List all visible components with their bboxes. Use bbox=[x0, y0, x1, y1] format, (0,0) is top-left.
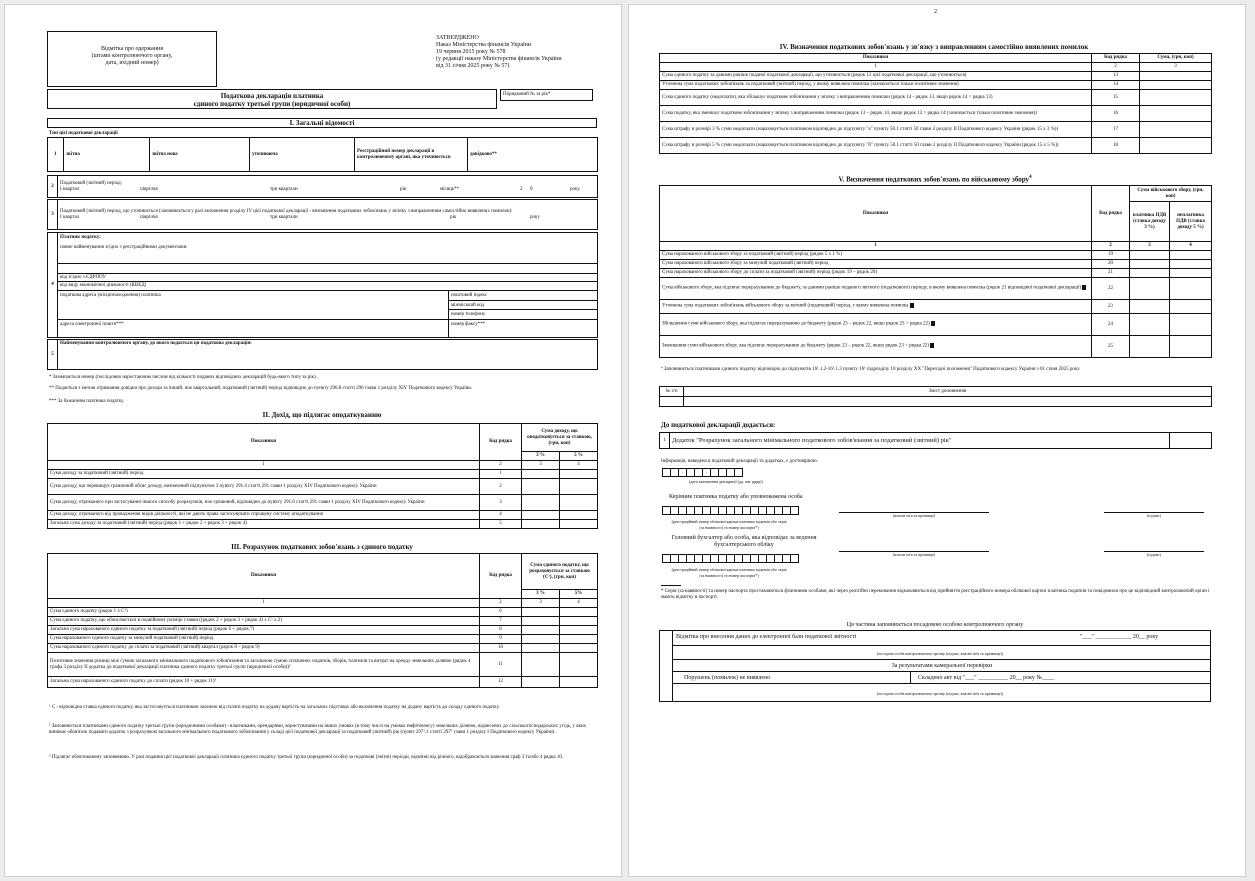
value-cell[interactable] bbox=[560, 635, 598, 644]
declaration-type-label: Тип цієї податкової декларації bbox=[49, 131, 118, 136]
value-cell[interactable] bbox=[1170, 300, 1212, 314]
row-label: Сума доходу, отриманого при застосуванні іншого способу розрахунків, ніж грошовий, відповідно до пункту 291.6 статті 291 глави 1 розділу XIV Податкового кодексу України bbox=[48, 495, 480, 511]
row-code: 1 bbox=[480, 470, 522, 479]
section-4-title: IV. Визначення податкових зобов'язань у зв'язку з виправленням самостійно виявлених помилок bbox=[779, 43, 1089, 51]
reg-caption: (реєстраційний номер облікової картки платника податків або серія (за наявності) та номер паспорта*) bbox=[671, 519, 787, 530]
section-2-title: II. Дохід, що підлягає оподаткуванню bbox=[262, 411, 382, 419]
divider bbox=[672, 659, 1210, 660]
row-code: 20 bbox=[1092, 260, 1130, 269]
row-code: 23 bbox=[1092, 300, 1130, 314]
col-header: 5% bbox=[560, 590, 598, 599]
row-label-cell bbox=[660, 300, 1092, 314]
table-row bbox=[48, 511, 598, 520]
value-cell[interactable] bbox=[1170, 278, 1212, 300]
col-number: 1 bbox=[660, 63, 1092, 72]
value-cell[interactable] bbox=[560, 644, 598, 653]
col-number: 3 bbox=[522, 599, 560, 608]
col-number: 4 bbox=[560, 599, 598, 608]
value-cell[interactable] bbox=[560, 626, 598, 635]
title-box bbox=[47, 89, 497, 109]
name-caption: (власне ім'я та прізвище) bbox=[892, 513, 936, 518]
value-cell[interactable] bbox=[522, 495, 560, 511]
table-row bbox=[660, 90, 1212, 106]
footnote: * Зазначається номер (послідовно наростаючим числом від кількості поданих відповідних декларацій будь-якого типу за рік). bbox=[49, 375, 317, 380]
form-title: Податкова декларація платника bbox=[220, 92, 324, 100]
row-label: Сума штрафу в розмірі 5 % суми недоплати (нараховується платником відповідно до підпункту "б" пункту 50.1 статті 50 глави 2 розділу II Податкового кодексу України (рядок 15 х 5 %)) bbox=[660, 138, 1092, 154]
fax-label: номер факсу*** bbox=[451, 322, 486, 327]
footnote: ² Заповнюється платниками єдиного податку третьої групи (юридичними особами) - власниками, орендарями, користувачами на інших умовах (в тому числі на умовах емфітевзису) земельних ділянок, віднесених до сільськогосподарських угідь, у яких виникає обов'язок подавати додаток з розрахунком загального мінімального податкового зобов'язання у складі цієї податкової декларації за податковий (звітний) рік (пункт 297¹.1 статті 297¹ глави 1 розділу I Податкового кодексу України). bbox=[49, 724, 587, 735]
period-label: Податковий (звітний) період: bbox=[60, 180, 123, 186]
cperiod-half-year[interactable]: півріччя bbox=[140, 214, 158, 220]
col-header: Код рядка bbox=[480, 554, 522, 599]
divider bbox=[448, 300, 597, 301]
col-header: 3 % bbox=[522, 452, 560, 461]
attachment-check[interactable] bbox=[1170, 433, 1212, 449]
footnote-marker bbox=[1082, 285, 1086, 290]
footnote-rule bbox=[661, 585, 681, 586]
row-label: Сума нарахованого єдиного податку за минулий податковий (звітний) період bbox=[48, 635, 480, 644]
col-header: Зміст доповнення bbox=[684, 387, 1212, 397]
act-drawn-label[interactable]: Складено акт від "___" __________ 20__ року №____ bbox=[918, 675, 1055, 681]
col-header: Сума військового збору, (грн, коп) bbox=[1130, 186, 1212, 202]
type-reporting[interactable]: звітна bbox=[64, 138, 150, 172]
table-row bbox=[48, 626, 598, 635]
row-label: Сума єдиного податку за даними раніше поданої податкової декларації, що уточнюється (рядок 12 цієї податкової декларації, що уточнюється) bbox=[660, 72, 1092, 81]
col-number: 2 bbox=[480, 461, 522, 470]
row-code: 2 bbox=[480, 479, 522, 495]
acc-reg-cells[interactable] bbox=[663, 554, 799, 563]
clarified-period-table: 3 Податковий (звітний) період, що уточнюється (заповнюється у разі заповнення розділу IV цієї податкової декларації - визначення податкових зобов'язань у зв'язку з виправленням самостійно виявлених помилок): I квартал півріччя три квартали рік року bbox=[47, 199, 598, 230]
row-code: 21 bbox=[1092, 269, 1130, 278]
row-code: 10 bbox=[480, 644, 522, 653]
table-row bbox=[48, 677, 598, 688]
col-number: 1 bbox=[48, 461, 480, 470]
value-cell[interactable] bbox=[522, 626, 560, 635]
value-cell[interactable] bbox=[560, 617, 598, 626]
row-code: 24 bbox=[1092, 314, 1130, 336]
row-label: Сума штрафу в розмірі 3 % суми недоплати (нараховується платником відповідно до підпункту "а" пункту 50.1 статті 50 глави 2 розділу II Податкового кодексу України (рядок 15 х 3 %)) bbox=[660, 122, 1092, 138]
row-label: Сума нарахованого військового збору до сплати за податковий (звітний) період (рядок 19 – рядок 20) bbox=[660, 269, 1092, 278]
row-code: 12 bbox=[480, 677, 522, 688]
row-code: 17 bbox=[1092, 122, 1140, 138]
value-cell[interactable] bbox=[1130, 336, 1170, 358]
footnote-marker bbox=[930, 343, 934, 348]
period-half-year[interactable]: півріччя bbox=[140, 186, 158, 192]
clarified-period-label: Податковий (звітний) період, що уточнюється (заповнюється у разі заповнення розділу IV цієї податкової декларації - визначення податкових зобов'язань у зв'язку з виправленням самостійно виявлених помилок): bbox=[60, 208, 513, 214]
divider bbox=[58, 290, 597, 291]
divider bbox=[672, 683, 1210, 684]
name-caption: (власне ім'я та прізвище) bbox=[892, 552, 936, 557]
row-code: 6 bbox=[480, 608, 522, 617]
period-nine-months[interactable]: три квартали bbox=[270, 186, 298, 192]
date-cells[interactable]: . . bbox=[663, 468, 743, 477]
row-label-cell bbox=[660, 314, 1092, 336]
control-section-box bbox=[659, 630, 1211, 702]
value-cell[interactable] bbox=[1170, 251, 1212, 260]
footnote: ** Подається з метою отримання довідки про доходи за інший, ніж квартальний, податковий (звітний) період відповідно до пункту 296.8 статті 296 глави 1 розділу XIV Податкового кодексу України. bbox=[49, 386, 473, 391]
value-cell[interactable] bbox=[1130, 300, 1170, 314]
col-header: Показники bbox=[660, 54, 1092, 63]
row-label: Сума єдиного податку (недоплати), яка збільшує податкове зобов'язання у зв'язку з виправленням помилки (рядок 14 - рядок 13, якщо рядок 14 > рядка 13) bbox=[660, 90, 1092, 106]
divider bbox=[58, 281, 597, 282]
no-violations-label[interactable]: Порушень (помилок) не виявлено bbox=[684, 675, 771, 681]
row-code: 15 bbox=[1092, 90, 1140, 106]
row-label-cell bbox=[660, 278, 1092, 300]
row-label: Сума доходу, отриманого від провадження видів діяльності, які не дають права застосовувати спрощену систему оподаткування bbox=[48, 511, 480, 520]
row-label: Загальна сума нарахованого єдиного податку за податковий (звітний) період (рядок 6 + рядок 7) bbox=[48, 626, 480, 635]
value-cell[interactable] bbox=[522, 479, 560, 495]
row-label: Позитивне значення різниці між сумою загального мінімального податкового зобов'язання та загальною сумою сплачених податків, зборів, платежів та витрат на оренду земельних ділянок (рядок 4 графа 3 розділу II додатка до податкової декларації платника єдиного податку третьої групи (юридичної особи))² bbox=[48, 653, 480, 677]
supplement-table bbox=[659, 386, 1212, 407]
value-cell[interactable] bbox=[560, 608, 598, 617]
table-row bbox=[660, 260, 1212, 269]
control-caption: (посадова особа контролюючого органу (підпис, власне ім'я та прізвище)) bbox=[876, 651, 1004, 656]
edrpou-label: код згідно з ЄДРПОУ bbox=[60, 275, 106, 280]
type-reg-number[interactable]: Реєстраційний номер декларації в контролюючому органі, яка уточнюється bbox=[355, 138, 468, 172]
control-entry-date[interactable]: "___" ____________ 20__ року bbox=[1080, 634, 1159, 640]
control-section-title: Ця частина заповнюється посадовою особою контролюючого органу bbox=[846, 622, 1024, 628]
value-cell[interactable] bbox=[1140, 90, 1212, 106]
kved-label: код виду економічної діяльності (КВЕД) bbox=[60, 283, 147, 288]
table-row bbox=[48, 520, 598, 529]
declaration-page-2 bbox=[628, 4, 1246, 877]
table-row bbox=[660, 122, 1212, 138]
approved-line: (у редакції наказу Міністерства фінансів України bbox=[436, 56, 562, 62]
footnote-marker bbox=[910, 303, 914, 308]
ordinal-number-field[interactable] bbox=[500, 89, 593, 101]
footnote-ref: 4 bbox=[1029, 175, 1032, 180]
reg-caption: (реєстраційний номер облікової картки платника податків або серія (за наявності) та номер паспорта*) bbox=[671, 567, 787, 578]
section-5-title-text: V. Визначення податкових зобов'язань по військовому збору bbox=[838, 175, 1030, 184]
col-header: 5 % bbox=[560, 452, 598, 461]
table-row bbox=[48, 653, 598, 677]
table-row bbox=[48, 495, 598, 511]
attachment-number: 1 bbox=[660, 433, 670, 449]
sign-caption: (підпис) bbox=[1146, 552, 1161, 557]
value-cell[interactable] bbox=[1140, 72, 1212, 81]
control-entry-label: Відмітка про внесення даних до електронної бази податкової звітності bbox=[676, 634, 857, 640]
row-code: 7 bbox=[480, 617, 522, 626]
col-header: Код рядка bbox=[1092, 54, 1140, 63]
col-header: Показники bbox=[48, 554, 480, 599]
col-header: неплатника ПДВ (ставка доходу 5 %) bbox=[1170, 202, 1212, 242]
page-number: 2 bbox=[934, 9, 937, 15]
row-label: Уточнена сума податкових зобов'язань військового збору за звітний (податковий) період, у якому виявлена помилка bbox=[662, 303, 909, 309]
type-clarifying[interactable]: уточнююча bbox=[250, 138, 355, 172]
footnote: * Серія (за наявності) та номер паспорта проставляються фізичними особами, які через релігійні переконання відмовляються від прийняття реєстраційного номера облікової картки платника податків та повідомили про це відповідний контролюючий орган і мають відмітку в паспорті. bbox=[661, 589, 1210, 600]
postcode-label: поштовий індекс bbox=[451, 293, 487, 298]
col-number: 4 bbox=[560, 461, 598, 470]
col-header: Код рядка bbox=[480, 424, 522, 461]
row-label: Сума єдиного податку (рядок 1 х С¹) bbox=[48, 608, 480, 617]
taxpayer-name-label: повне найменування згідно з реєстраційними документами: bbox=[60, 245, 188, 250]
row-code: 25 bbox=[1092, 336, 1130, 358]
section-3-table bbox=[47, 553, 598, 688]
value-cell[interactable] bbox=[1130, 278, 1170, 300]
period-q1[interactable]: I квартал bbox=[60, 186, 80, 192]
table-row bbox=[48, 479, 598, 495]
value-cell[interactable] bbox=[1130, 269, 1170, 278]
value-cell[interactable] bbox=[522, 617, 560, 626]
value-cell[interactable] bbox=[522, 470, 560, 479]
authority-label[interactable]: Найменування контролюючого органу, до якого подається ця податкова декларація: bbox=[58, 340, 598, 370]
value-cell[interactable] bbox=[522, 635, 560, 644]
value-cell[interactable] bbox=[522, 644, 560, 653]
attachments-title: До податкової декларації додається: bbox=[661, 421, 776, 429]
section-1-title: I. Загальні відомості bbox=[289, 119, 355, 127]
stamp-line-1: Відмітка про одержання bbox=[100, 46, 164, 52]
table-row bbox=[48, 644, 598, 653]
head-reg-cells[interactable] bbox=[663, 506, 799, 515]
row-label: Сума нарахованого єдиного податку до сплати за податковий (звітний) квартал (рядок 8 – рядок 9) bbox=[48, 644, 480, 653]
row-label: Сума військового збору, яка підлягає перерахуванню до бюджету, за даними раніше поданого звітного (податкового) періоду, в якому виявлена помилка (рядок 21 відповідної податкової декларації) bbox=[662, 285, 1082, 291]
approved-line: 19 червня 2015 року № 578 bbox=[436, 49, 506, 55]
row-code: 3 bbox=[480, 495, 522, 511]
taxpayer-table: 4 Платник податку: повне найменування згідно з реєстраційними документами: код згідно з ЄДРПОУ код виду економічної діяльності (КВЕД) податкова адреса (місцезнаходження) платника поштовий індекс міжміський код номер телефону адреса електронної пошти*** номер факсу*** bbox=[47, 232, 598, 338]
value-cell[interactable] bbox=[1170, 269, 1212, 278]
attachments-table bbox=[659, 432, 1212, 449]
value-cell[interactable] bbox=[1130, 260, 1170, 269]
year-label: року bbox=[570, 186, 580, 192]
col-number: 1 bbox=[660, 242, 1092, 251]
row-code: 22 bbox=[1092, 278, 1130, 300]
head-label: Керівник платника податку або уповноважена особа bbox=[669, 494, 803, 500]
footnote-marker bbox=[931, 321, 935, 326]
value-cell[interactable] bbox=[684, 397, 1212, 407]
period-table: 2 Податковий (звітний) період: I квартал півріччя три квартали рік місяць** 2 0 року bbox=[47, 175, 598, 198]
form-subtitle: єдиного податку третьої групи (юридичної особи) bbox=[193, 100, 351, 108]
col-number: 3 bbox=[1130, 242, 1170, 251]
col-header: № з/п bbox=[660, 387, 684, 397]
email-label: адреса електронної пошти*** bbox=[60, 322, 124, 327]
value-cell[interactable] bbox=[1140, 81, 1212, 90]
type-new-reporting[interactable]: звітна нова bbox=[150, 138, 250, 172]
table-row bbox=[48, 617, 598, 626]
value-cell[interactable] bbox=[1140, 122, 1212, 138]
divider bbox=[58, 273, 597, 274]
year-digit[interactable]: 0 bbox=[530, 186, 533, 192]
divider bbox=[672, 645, 1210, 646]
footnote: *** За бажанням платника податку. bbox=[49, 399, 125, 404]
value-cell[interactable] bbox=[522, 511, 560, 520]
year-digit[interactable]: 2 bbox=[520, 186, 523, 192]
col-header: Сума єдиного податку, що розраховується за ставкою (С¹), (грн, коп) bbox=[522, 554, 598, 590]
row-label: Загальна сума нарахованого єдиного податку до сплати (рядок 10 + рядок 11)³ bbox=[48, 677, 480, 688]
attachment-label: Додаток "Розрахунок загального мінімального податкового зобов'язання за податковий (звітний) рік" bbox=[670, 433, 1170, 449]
row-label: Сума податку, яка зменшує податкове зобов'язання у зв'язку з виправленням помилки (рядок 13 – рядок 14, якщо рядок 13 > рядка 14 (зазначається тільки позитивне значення)) bbox=[660, 106, 1092, 122]
section-3-title: III. Розрахунок податкових зобов'язань з єдиного податку bbox=[231, 543, 413, 551]
approved-line: ЗАТВЕРДЖЕНО bbox=[436, 35, 479, 41]
table-row bbox=[660, 81, 1212, 90]
value-cell[interactable] bbox=[560, 470, 598, 479]
taxpayer-heading: Платник податку: bbox=[60, 235, 101, 240]
row-code: 8 bbox=[480, 626, 522, 635]
row-code: 18 bbox=[1092, 138, 1140, 154]
divider bbox=[448, 309, 597, 310]
declaration-page-1 bbox=[4, 4, 622, 877]
section-5-table bbox=[659, 185, 1212, 358]
approval-block bbox=[436, 35, 616, 70]
period-year[interactable]: рік bbox=[400, 186, 407, 192]
row-code: 11 bbox=[480, 653, 522, 677]
footnote: ⁴ Заповнюється платниками єдиного податку відповідно до підпунктів 16¹.1.2-16¹.1.3 пункту 16¹ підрозділу 10 розділу XX "Перехідні положення" Податкового кодексу України з 01 січня 2025 року bbox=[661, 367, 1080, 372]
col-header: Показники bbox=[660, 186, 1092, 242]
row-label: Сума нарахованого військового збору за податковий (звітний) період (рядок 5 х 1 %) bbox=[660, 251, 1092, 260]
row-code: 13 bbox=[1092, 72, 1140, 81]
value-cell[interactable] bbox=[560, 520, 598, 529]
section-2-table bbox=[47, 423, 598, 529]
col-number: 2 bbox=[1092, 242, 1130, 251]
divider bbox=[910, 671, 912, 683]
row-label: Сума нарахованого військового збору за минулий податковий (звітний) період bbox=[660, 260, 1092, 269]
city-code-label: міжміський код bbox=[451, 303, 485, 308]
cperiod-q1[interactable]: I квартал bbox=[60, 214, 80, 220]
cperiod-nine-months[interactable]: три квартали bbox=[270, 214, 298, 220]
value-cell[interactable] bbox=[1170, 260, 1212, 269]
date-caption: (дата заповнення декларації (дд. мм. рррр)) bbox=[689, 479, 763, 484]
col-number: 3 bbox=[522, 461, 560, 470]
col-number: 4 bbox=[1170, 242, 1212, 251]
footnote: ¹ С - відповідна ставка єдиного податку, яка застосовується платником залежно від сплати податку на додану вартість на загальних підставах або включення податку на додану вартість до складу єдиного податку. bbox=[49, 705, 500, 710]
authority-table: 5 Найменування контролюючого органу, до якого подається ця податкова декларація: bbox=[47, 339, 598, 370]
row-code: 4 bbox=[480, 511, 522, 520]
col-header: 3 % bbox=[522, 590, 560, 599]
table-row bbox=[660, 138, 1212, 154]
table-row bbox=[660, 106, 1212, 122]
accountant-label: Головний бухгалтер або особа, яка відповідає за ведення бухгалтерського обліку bbox=[671, 535, 817, 548]
receipt-stamp-box bbox=[47, 31, 217, 87]
table-row bbox=[660, 314, 1212, 336]
divider bbox=[58, 319, 597, 320]
row-label: Загальна сума доходу за податковий (звітний) період (рядок 1 + рядок 2 + рядок 3 + рядок 4) bbox=[48, 520, 480, 529]
row-code: 5 bbox=[480, 520, 522, 529]
table-row bbox=[48, 608, 598, 617]
address-label: податкова адреса (місцезнаходження) платника bbox=[60, 293, 161, 298]
col-number: 1 bbox=[48, 599, 480, 608]
section-5-title bbox=[659, 175, 1211, 183]
value-cell[interactable] bbox=[560, 653, 598, 677]
control-caption: (посадова особа контролюючого органу (підпис, власне ім'я та прізвище)) bbox=[876, 691, 1004, 696]
divider bbox=[672, 671, 1210, 672]
phone-label: номер телефону bbox=[451, 312, 486, 317]
value-cell[interactable] bbox=[522, 677, 560, 688]
row-label: Збільшення суми військового збору, яка підлягає перерахуванню до бюджету (рядок 23 – рядок 22, якщо рядок 23 > рядка 22) bbox=[662, 321, 930, 327]
row-code: 16 bbox=[1092, 106, 1140, 122]
col-number: 2 bbox=[1092, 63, 1140, 72]
col-header: платника ПДВ (ставка доходу 3 %) bbox=[1130, 202, 1170, 242]
col-header: Сума доходу, що оподатковується за ставкою, (грн, коп) bbox=[522, 424, 598, 452]
approved-line: Наказ Міністерства фінансів України bbox=[436, 42, 532, 48]
value-cell[interactable] bbox=[1140, 106, 1212, 122]
value-cell[interactable] bbox=[1140, 138, 1212, 154]
table-row bbox=[48, 635, 598, 644]
divider bbox=[58, 263, 597, 264]
table-row bbox=[660, 251, 1212, 260]
section-4-table bbox=[659, 53, 1212, 154]
row-code: 19 bbox=[1092, 251, 1130, 260]
value-cell[interactable] bbox=[522, 608, 560, 617]
row-label: Сума єдиного податку, що обчислюється в подвійному розмірі ставки ((рядок 2 + рядок 3 + рядок 4) х С¹ х 2) bbox=[48, 617, 480, 626]
table-row bbox=[660, 72, 1212, 81]
value-cell[interactable] bbox=[1170, 336, 1212, 358]
stamp-line-2: (штамп контролюючого органу, bbox=[91, 53, 173, 59]
sign-caption: (підпис) bbox=[1146, 513, 1161, 518]
row-code: 9 bbox=[480, 635, 522, 644]
value-cell[interactable] bbox=[560, 677, 598, 688]
value-cell[interactable] bbox=[560, 511, 598, 520]
row-label: Уточнена сума податкових зобов'язань за податковий (звітний) період, у якому виявлена помилка (зазначається тільки позитивне значення) bbox=[660, 81, 1092, 90]
cperiod-year[interactable]: рік bbox=[450, 214, 457, 220]
table-row bbox=[660, 300, 1212, 314]
table-row bbox=[660, 269, 1212, 278]
footnote: ³ Підлягає обов'язковому заповненню. У разі подання цієї податкової декларації платника єдиного податку третьої групи (юридичної особи) за податкові (звітні) періоди, відмінні від річного, відображається значення граф 3 та/або 4 рядка 10. bbox=[49, 755, 564, 760]
row-label-cell bbox=[660, 336, 1092, 358]
col-header: Показники bbox=[48, 424, 480, 461]
control-result-title: За результатами камеральної перевірки bbox=[891, 663, 993, 669]
period-month[interactable]: місяць** bbox=[440, 186, 460, 192]
col-number: 3 bbox=[1140, 63, 1212, 72]
row-label: Зменшення суми військового збору, яка підлягає перерахуванню до бюджету (рядок 23 – рядок 22, якщо рядок 23 < рядка 22) bbox=[662, 343, 930, 349]
value-cell[interactable] bbox=[560, 495, 598, 511]
section-1-header bbox=[47, 118, 597, 128]
type-reference[interactable]: довідково** bbox=[468, 138, 598, 172]
col-number: 2 bbox=[480, 599, 522, 608]
declaration-type-table: 1 звітна звітна нова уточнююча Реєстраційний номер декларації в контролюючому органі, яка уточнюється довідково** bbox=[47, 137, 598, 172]
col-header: Код рядка bbox=[1092, 186, 1130, 242]
truth-statement: Інформація, наведена в податковій декларації та додатках, є достовірною. bbox=[661, 459, 818, 464]
value-cell[interactable] bbox=[522, 520, 560, 529]
ordinal-label: Порядковий № за рік* bbox=[503, 92, 551, 97]
stamp-line-3: дата, вхідний номер) bbox=[105, 60, 159, 66]
divider bbox=[448, 290, 449, 337]
value-cell[interactable] bbox=[522, 653, 560, 677]
value-cell[interactable] bbox=[560, 479, 598, 495]
value-cell[interactable] bbox=[1130, 251, 1170, 260]
table-row bbox=[660, 278, 1212, 300]
table-row bbox=[660, 336, 1212, 358]
value-cell[interactable] bbox=[1130, 314, 1170, 336]
approved-line: від 31 січня 2025 року № 57) bbox=[436, 63, 510, 69]
value-cell[interactable] bbox=[1170, 314, 1212, 336]
row-label: Сума доходу, що перевищує граничний обсяг доходу, визначений підпунктом 3 пункту 291.4 статті 291 глави 1 розділу XIV Податкового кодексу України bbox=[48, 479, 480, 495]
value-cell[interactable] bbox=[660, 397, 684, 407]
col-header: Сума, (грн, коп) bbox=[1140, 54, 1212, 63]
row-code: 14 bbox=[1092, 81, 1140, 90]
row-label: Сума доходу за податковий (звітний) період bbox=[48, 470, 480, 479]
cperiod-year-label: року bbox=[530, 214, 540, 220]
table-row bbox=[48, 470, 598, 479]
